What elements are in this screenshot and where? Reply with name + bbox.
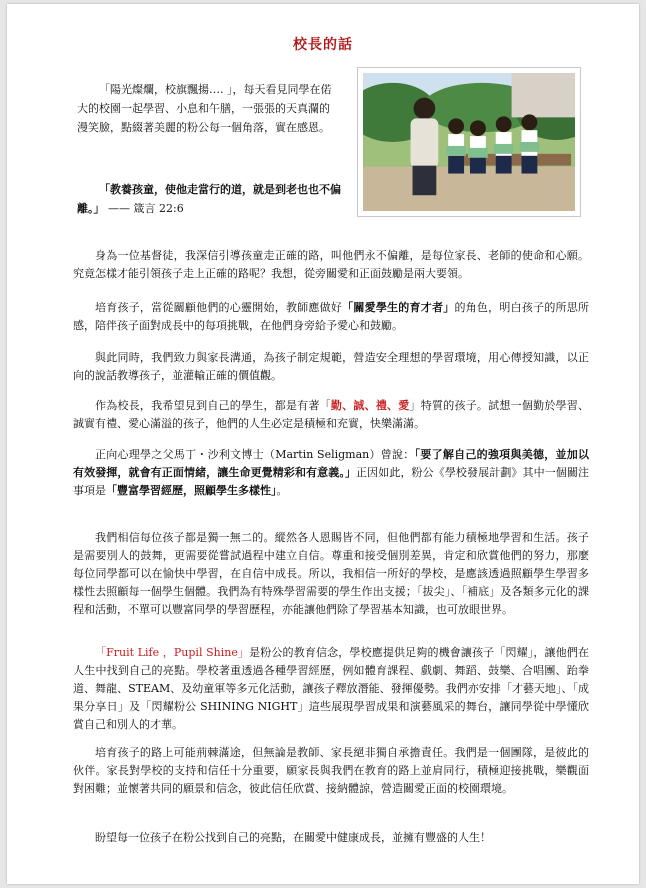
paragraph-1: 身為一位基督徒，我深信引導孩童走正確的路，叫他們永不偏離，是每位家長、老師的使命和心願。究竟怎樣才能引領孩子走上正確的路呢？我想，從旁關愛和正面鼓勵是兩大要領。 xyxy=(73,249,589,280)
paragraph-4-part-2: 」特質的孩子。試想一個勤於學習、誠實有禮、愛心滿溢的孩子，他們的人生必定是積極和充實，快樂滿滿。 xyxy=(73,399,590,430)
paragraph-2-part-1: 培育孩子，當從關顧他們的心靈開始，教師應做好 xyxy=(95,301,343,314)
paragraph-2 xyxy=(73,299,589,335)
school-virtues: 勤、誠、禮、愛 xyxy=(330,399,410,412)
paragraph-7 xyxy=(73,644,589,734)
bible-quote-text: 「教養孩童，使他走當行的道，就是到老也也不偏離。」 xyxy=(77,183,341,215)
school-motto: 「Fruit Life ，Pupil Shine」 xyxy=(95,646,250,659)
paragraph-5-end: 。 xyxy=(276,484,288,497)
bible-quote xyxy=(77,180,347,218)
seligman-quote: 「要了解自己的強項與美德，並加以有效發揮，就會有正面情緒，讓生命更覺精彩和有意義。」 xyxy=(73,448,590,479)
bible-quote-source: —— 箴言 22:6 xyxy=(108,202,184,215)
paragraph-5-part-2: 正因如此，粉公《學校發展計劃》其中一個關注事項是 xyxy=(73,466,590,497)
paragraph-3: 與此同時，我們致力與家長溝通，為孩子制定規範，營造安全理想的學習環境，用心傳授知識，以正向的說話教導孩子，並灌輸正確的價值觀。 xyxy=(73,351,589,382)
paragraph-4-part-1: 作為校長，我希望見到自己的學生，都是有著「 xyxy=(95,399,331,412)
paragraph-8: 培育孩子的路上可能荊棘滿途，但無論是教師、家長絕非獨自承擔責任。我們是一個團隊，是彼此的伙伴。家長對學校的支持和信任十分重要，願家長與我們在教育的路上並肩同行，積極迎接挑戰，樂觀面對困難；並懷著共同的願景和信念，彼此信任欣賞、接納體諒，營造關愛正面的校園環境。 xyxy=(73,746,589,795)
focus-item: 「豐富學習經歷，照顧學生多樣性」 xyxy=(106,484,277,497)
document-page xyxy=(7,4,639,884)
paragraph-4 xyxy=(73,397,589,433)
principal-photo xyxy=(357,67,581,217)
page-title: 校長的話 xyxy=(293,37,353,53)
paragraph-6: 我們相信每位孩子都是獨一無二的。縱然各人恩賜皆不同，但他們都有能力積極地學習和生活。孩子是需要別人的鼓舞，更需要從嘗試過程中建立自信。尊重和接受個別差異，肯定和欣賞他們的努力，那麼每位同學都可以在愉快中學習，在自信中成長。所以，我相信一所好的學校，是應該透過照顧學生學習多樣性去照顧每一個學生個體。我們為有特殊學習需要的學生作出支援；「拔尖」、「補底」及各類多元化的課程和活動，不單可以豐富同學的學習歷程，亦能讓他們除了學習基本知識，也可放眼世界。 xyxy=(73,531,589,616)
principal-with-students-photo-icon xyxy=(363,73,575,211)
intro-paragraph: 「陽光燦爛，校旗飄揚…. 」，每天看見同學在偌大的校園一起學習、小息和午膳，一張張的天真瀾的漫笑臉，點綴著美麗的粉公每一個角落，實在感恩。 xyxy=(77,83,332,134)
paragraph-7-body: 是粉公的教育信念，學校應提供足夠的機會讓孩子「閃耀」，讓他們在人生中找到自己的亮點。學校著重透過各種學習經歷，例如體育課程、戲劇、舞蹈、鼓樂、合唱團、跆拳道、舞龍、STEAM、及幼童軍等多元化活動，讓孩子釋放潛能、發揮優勢。我們亦安排「才藝天地」、「成果分享日」及「閃耀粉公 SHINING NIGHT」這些展現學習成果和演藝風采的舞台，讓同學從中學懂欣賞自己和別人的才華。 xyxy=(73,646,589,731)
paragraph-2-emphasis: 「關愛學生的育才者」 xyxy=(342,301,455,314)
paragraph-5-part-1: 正向心理學之父馬丁・沙利文博士（Martin Seligman）曾說： xyxy=(95,448,415,461)
paragraph-5 xyxy=(73,446,589,500)
closing-paragraph: 盼望每一位孩子在粉公找到自己的亮點，在關愛中健康成長，並擁有豐盛的人生！ xyxy=(95,831,491,844)
paragraph-2-part-2: 的角色，明白孩子的所思所感，陪伴孩子面對成長中的每項挑戰，在他們身旁給予愛心和鼓勵。 xyxy=(73,301,590,332)
